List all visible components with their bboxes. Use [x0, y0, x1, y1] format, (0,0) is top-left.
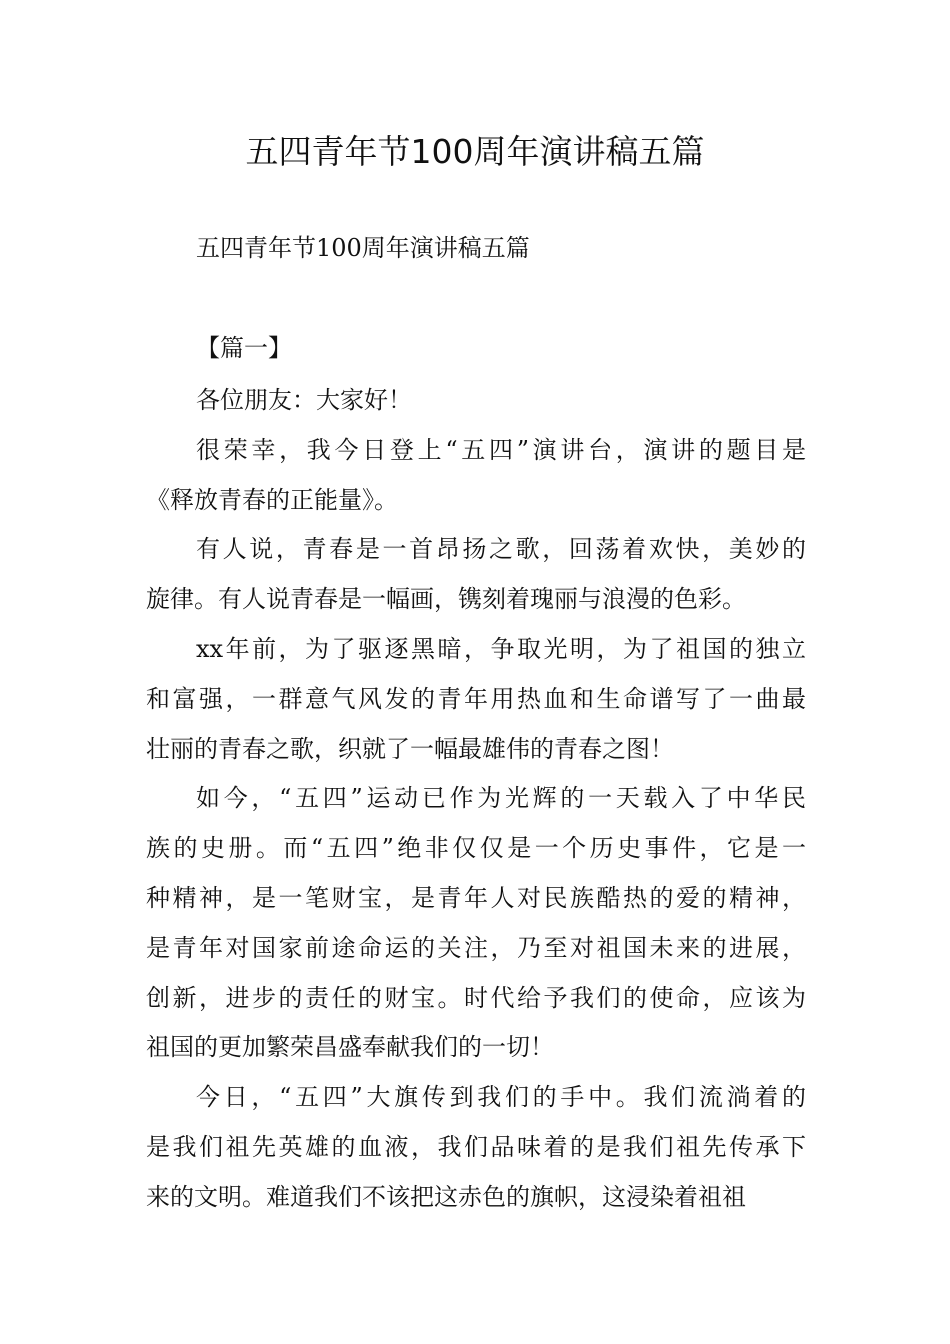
paragraph-line: 是青年对国家前途命运的关注，乃至对祖国未来的进展， [146, 933, 806, 962]
paragraph-line: 有人说，青春是一首昂扬之歌，回荡着欢快，美妙的 [196, 535, 806, 564]
document-subtitle: 五四青年节100周年演讲稿五篇 [196, 234, 530, 262]
body-paragraph [146, 774, 806, 1073]
body-paragraph [146, 1073, 806, 1222]
body-paragraph [146, 525, 806, 625]
paragraph-line: 《释放青春的正能量》。 [146, 485, 398, 514]
paragraph-line: xx年前，为了驱逐黑暗，争取光明，为了祖国的独立 [196, 634, 806, 663]
paragraph-line: 旋律。有人说青春是一幅画，镌刻着瑰丽与浪漫的色彩。 [146, 585, 746, 614]
paragraph-line: 如今，“五四”运动已作为光辉的一天载入了中华民 [196, 784, 806, 813]
paragraph-line: 种精神，是一笔财宝，是青年人对民族酷热的爱的精神， [146, 883, 806, 912]
body-paragraph [146, 625, 806, 774]
paragraph-line: 创新，进步的责任的财宝。时代给予我们的使命，应该为 [146, 983, 806, 1012]
paragraph-line: 是我们祖先英雄的血液，我们品味着的是我们祖先传承下 [146, 1132, 806, 1161]
body-paragraph [146, 426, 806, 526]
paragraph-line: 今日，“五四”大旗传到我们的手中。我们流淌着的 [196, 1083, 806, 1112]
paragraph-line: 族的史册。而“五四”绝非仅仅是一个历史事件，它是一 [146, 834, 806, 863]
document-body [146, 376, 806, 1223]
document-title: 五四青年节100周年演讲稿五篇 [245, 132, 705, 171]
section-label: 【篇一】 [196, 334, 292, 362]
paragraph-line: 来的文明。难道我们不该把这赤色的旗帜，这浸染着祖祖 [146, 1182, 746, 1211]
paragraph-line: 壮丽的青春之歌，织就了一幅最雄伟的青春之图！ [146, 734, 674, 763]
paragraph-line: 和富强，一群意气风发的青年用热血和生命谱写了一曲最 [146, 684, 806, 713]
body-paragraph [146, 376, 806, 426]
paragraph-line: 很荣幸，我今日登上“五四”演讲台，演讲的题目是 [196, 435, 806, 464]
paragraph-line: 祖国的更加繁荣昌盛奉献我们的一切！ [146, 1033, 554, 1062]
paragraph-line: 各位朋友：大家好！ [196, 386, 412, 414]
